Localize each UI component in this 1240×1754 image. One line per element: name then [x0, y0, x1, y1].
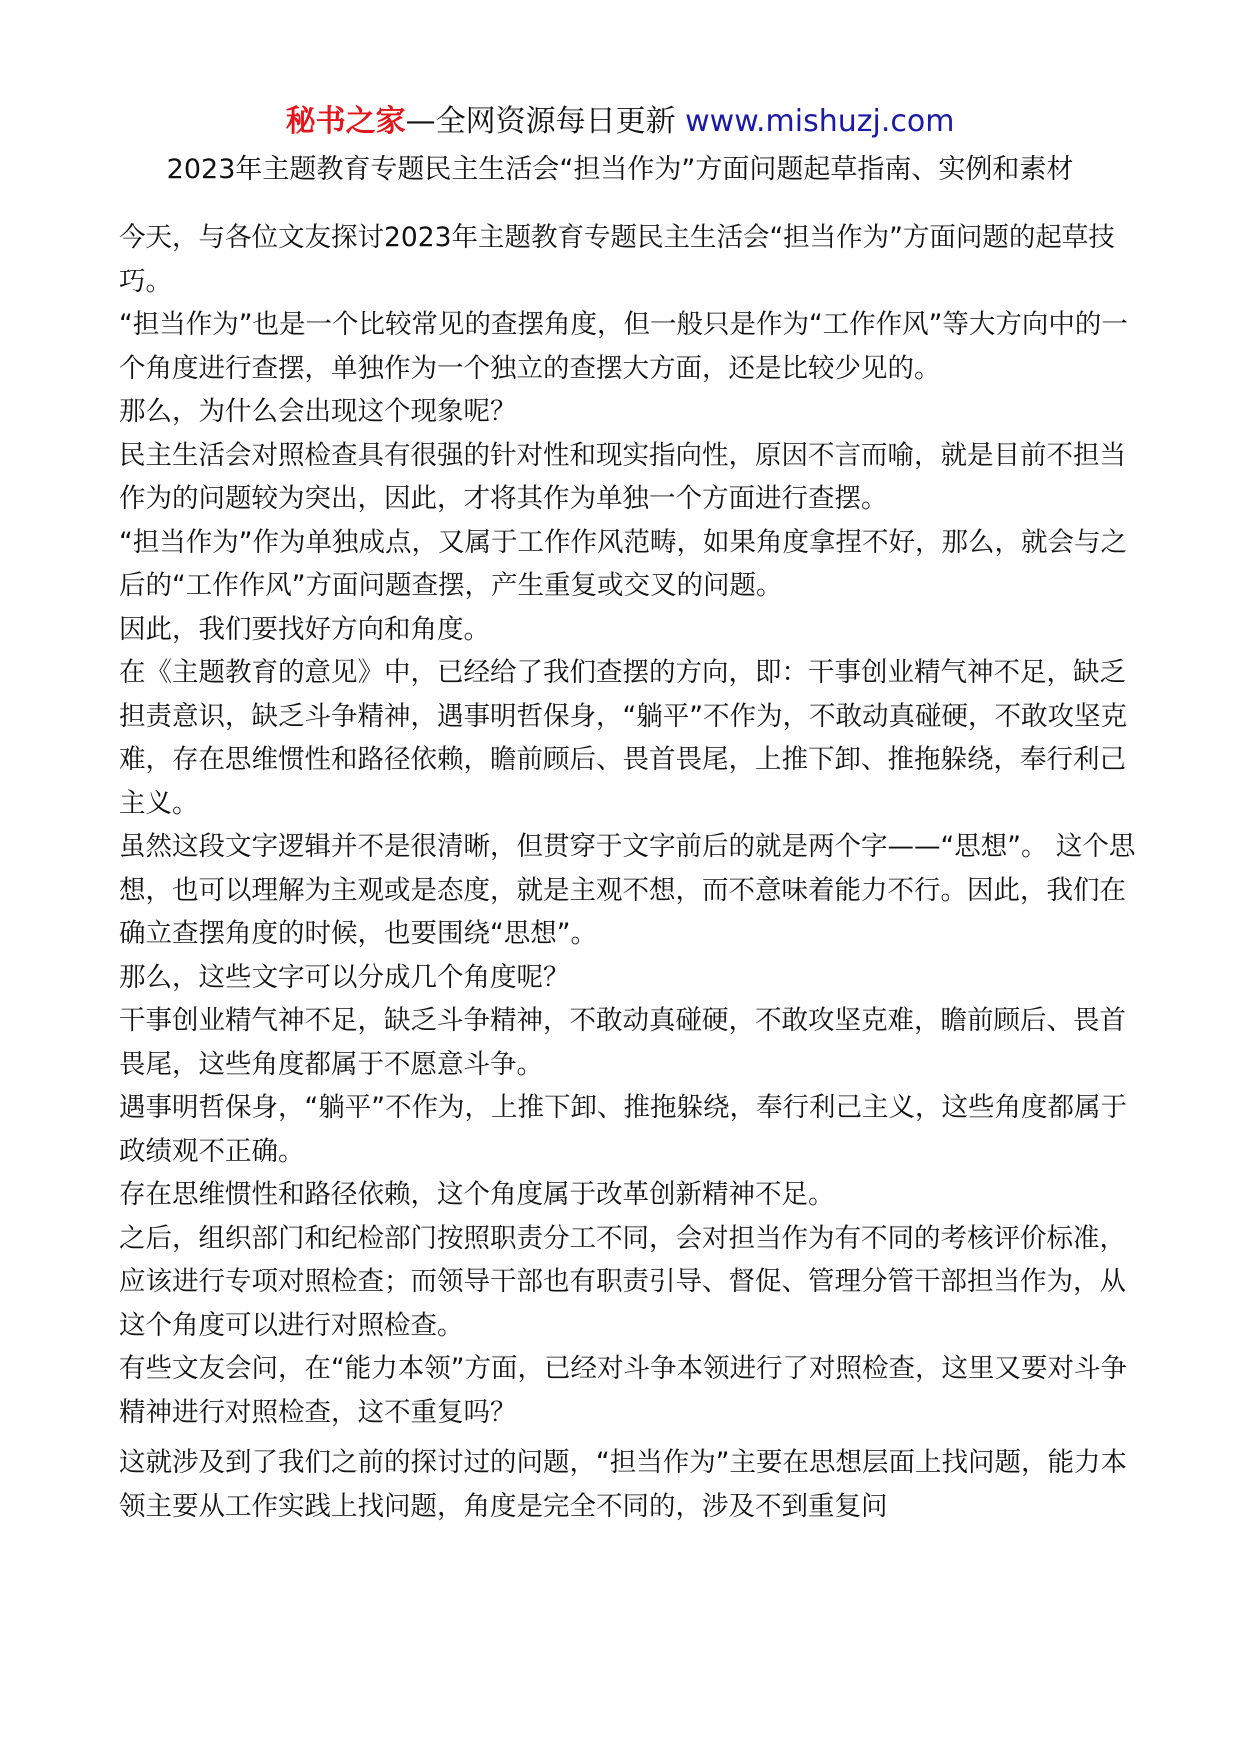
paragraph: 在《主题教育的意见》中，已经给了我们查摆的方向，即：干事创业精气神不足，缺乏担责意识，缺乏斗争精神，遇事明哲保身，“躺平”不作为，不敢动真碰硬，不敢攻坚克难，存在思维惯性和路径依赖，瞻前顾后、畏首畏尾，上推下卸、推拖躲绕，奉行利己主义。 — [119, 657, 1127, 819]
paragraph: 这就涉及到了我们之前的探讨过的问题，“担当作为”主要在思想层面上找问题，能力本领主要从工作实践上找问题，角度是完全不同的，涉及不到重复问 — [119, 1447, 1127, 1522]
document-title: 2023年主题教育专题民主生活会“担当作为”方面问题起草指南、实例和素材 — [166, 154, 1074, 185]
site-url-link[interactable]: www.mishuzj.com — [685, 104, 955, 139]
paragraph: 那么，为什么会出现这个现象呢？ — [119, 396, 517, 427]
paragraph: 今天，与各位文友探讨2023年主题教育专题民主生活会“担当作为”方面问题的起草技巧。 — [119, 222, 1115, 297]
paragraph: 虽然这段文字逻辑并不是很清晰，但贯穿于文字前后的就是两个字——“思想”。 这个思想，也可以理解为主观或是态度，就是主观不想，而不意味着能力不行。因此，我们在确立查摆角度的时候，也要围绕“思想”。 — [119, 831, 1136, 949]
document-body — [119, 216, 1141, 1528]
paragraph: 有些文友会问，在“能力本领”方面，已经对斗争本领进行了对照检查，这里又要对斗争精神进行对照检查，这不重复吗？ — [119, 1353, 1127, 1428]
paragraph: 因此，我们要找好方向和角度。 — [119, 613, 490, 645]
paragraph: 遇事明哲保身，“躺平”不作为，上推下卸、推拖躲绕，奉行利己主义，这些角度都属于政绩观不正确。 — [119, 1092, 1127, 1167]
paragraph: “担当作为”也是一个比较常见的查摆角度，但一般只是作为“工作作风”等大方向中的一个角度进行查摆，单独作为一个独立的查摆大方面，还是比较少见的。 — [119, 309, 1128, 384]
paragraph: “担当作为”作为单独成点，又属于工作作风范畴，如果角度拿捏不好，那么，就会与之后的“工作作风”方面问题查摆，产生重复或交叉的问题。 — [119, 526, 1127, 601]
paragraph: 那么，这些文字可以分成几个角度呢？ — [119, 961, 570, 993]
paragraph: 民主生活会对照检查具有很强的针对性和现实指向性，原因不言而喻，就是目前不担当作为的问题较为突出，因此，才将其作为单独一个方面进行查摆。 — [119, 439, 1126, 514]
paragraph: 之后，组织部门和纪检部门按照职责分工不同，会对担当作为有不同的考核评价标准，应该进行专项对照检查；而领导干部也有职责引导、督促、管理分管干部担当作为，从这个角度可以进行对照检查。 — [119, 1222, 1126, 1341]
header-tagline: —全网资源每日更新 — [405, 104, 686, 139]
site-header — [0, 100, 1240, 144]
paragraph: 干事创业精气神不足，缺乏斗争精神，不敢动真碰硬，不敢攻坚克难，瞻前顾后、畏首畏尾，这些角度都属于不愿意斗争。 — [119, 1005, 1126, 1080]
paragraph: 存在思维惯性和路径依赖，这个角度属于改革创新精神不足。 — [119, 1179, 835, 1210]
brand-name: 秘书之家 — [285, 104, 406, 139]
